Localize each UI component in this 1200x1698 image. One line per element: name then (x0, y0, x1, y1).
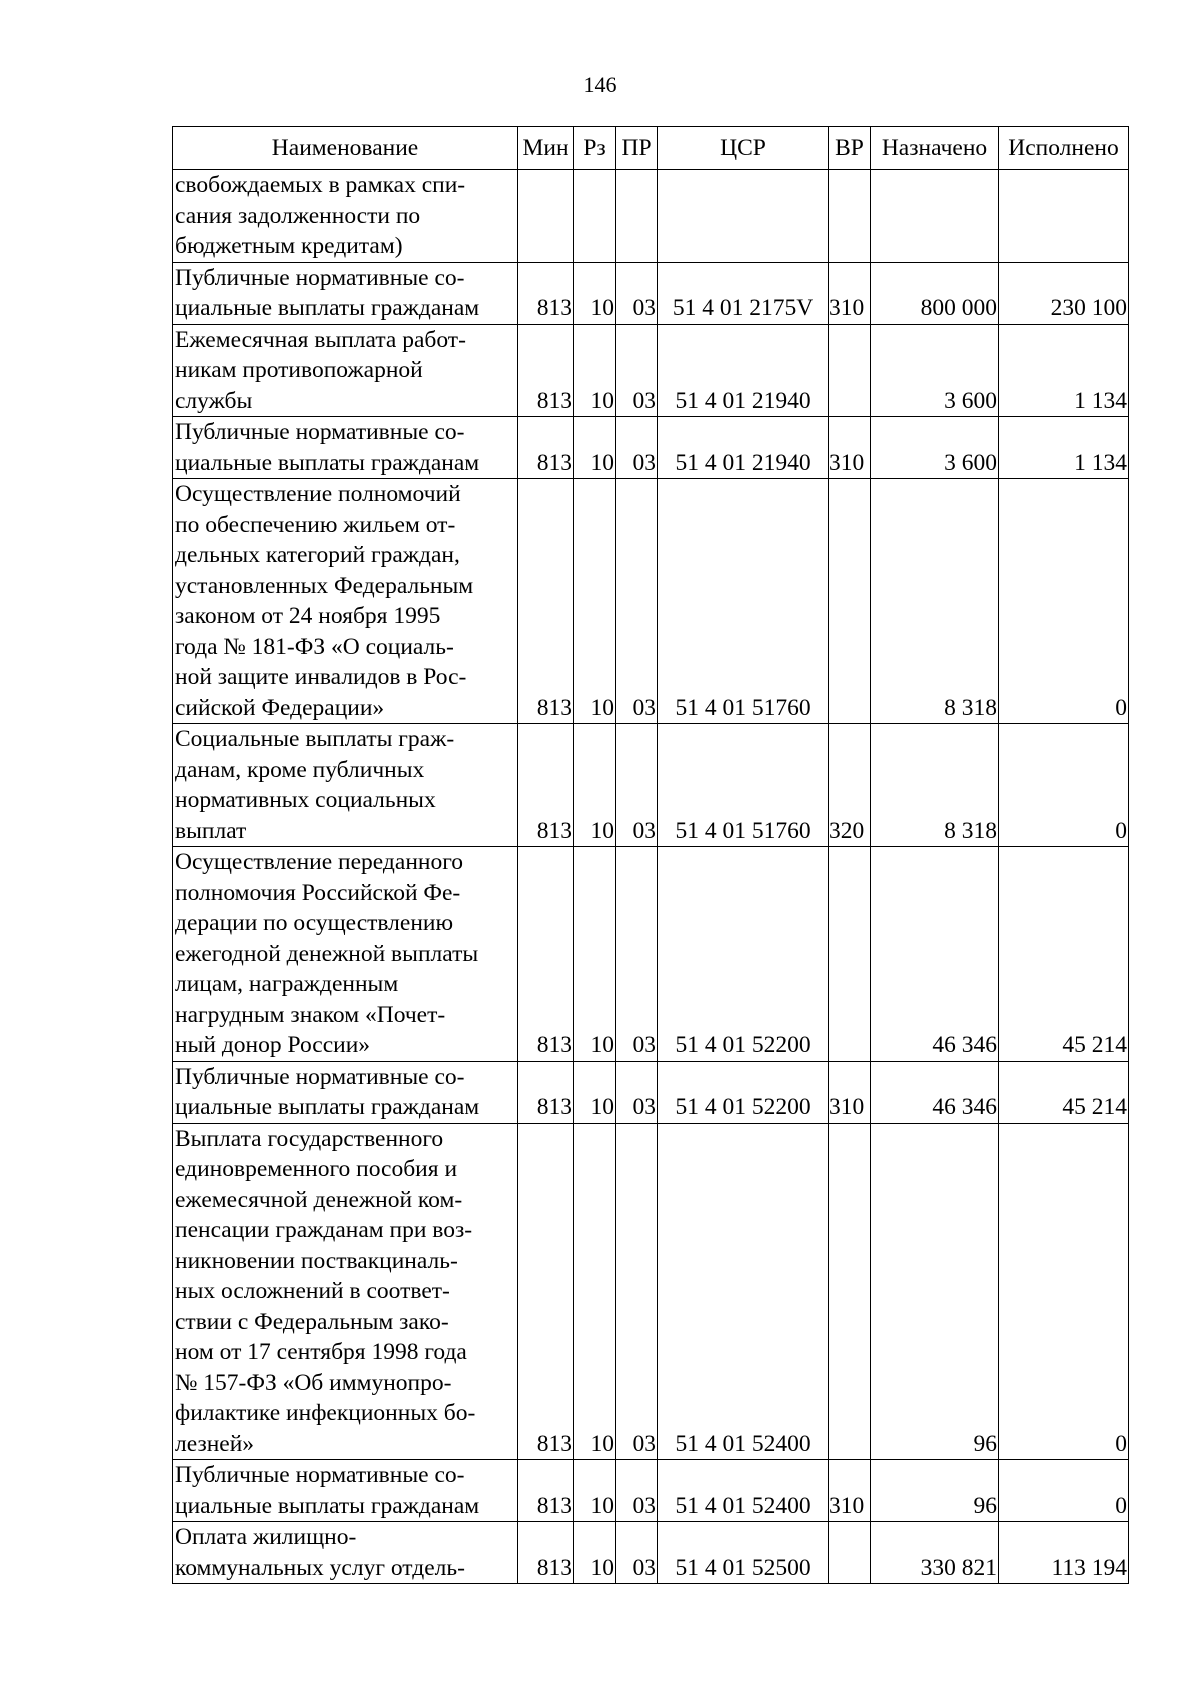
cell-min: 813 (518, 847, 574, 1062)
cell-assigned (871, 170, 999, 263)
cell-assigned: 8 318 (871, 479, 999, 724)
cell-csr: 51 4 01 52400 (658, 1460, 829, 1522)
cell-pr: 03 (616, 479, 658, 724)
cell-assigned: 330 821 (871, 1522, 999, 1584)
cell-executed: 45 214 (999, 847, 1129, 1062)
cell-vr: 320 (829, 724, 871, 847)
cell-assigned: 46 346 (871, 847, 999, 1062)
header-executed: Исполнено (999, 127, 1129, 170)
cell-pr: 03 (616, 1460, 658, 1522)
header-rz: Рз (574, 127, 616, 170)
table-row (173, 324, 1129, 417)
cell-vr: 310 (829, 1460, 871, 1522)
table-row (173, 1123, 1129, 1460)
cell-rz: 10 (574, 479, 616, 724)
cell-csr: 51 4 01 21940 (658, 324, 829, 417)
cell-pr: 03 (616, 1123, 658, 1460)
cell-executed: 1 134 (999, 417, 1129, 479)
header-csr: ЦСР (658, 127, 829, 170)
table-row (173, 1460, 1129, 1522)
table-body (173, 170, 1129, 1584)
cell-csr: 51 4 01 51760 (658, 479, 829, 724)
cell-pr: 03 (616, 417, 658, 479)
cell-name: Выплата государственного единовременного пособия и ежемесячной денежной ком- пенсации гражданам при воз- никновении поствакциналь- ных осложнений в соответ- ствии с Федеральным зако- ном от 17 сентября 1998 года № 157-ФЗ «Об иммунопро- филактике инфекционных бо- лезней» (173, 1123, 518, 1460)
cell-csr: 51 4 01 21940 (658, 417, 829, 479)
header-pr: ПР (616, 127, 658, 170)
header-name: Наименование (173, 127, 518, 170)
cell-min: 813 (518, 1061, 574, 1123)
cell-vr (829, 847, 871, 1062)
table-row (173, 847, 1129, 1062)
cell-csr: 51 4 01 52200 (658, 847, 829, 1062)
cell-rz: 10 (574, 847, 616, 1062)
cell-csr: 51 4 01 2175V (658, 262, 829, 324)
table-row (173, 1061, 1129, 1123)
cell-executed: 113 194 (999, 1522, 1129, 1584)
cell-rz: 10 (574, 417, 616, 479)
cell-rz: 10 (574, 1460, 616, 1522)
cell-pr: 03 (616, 324, 658, 417)
cell-pr: 03 (616, 1061, 658, 1123)
cell-csr: 51 4 01 52400 (658, 1123, 829, 1460)
cell-executed: 0 (999, 1123, 1129, 1460)
cell-min: 813 (518, 324, 574, 417)
cell-assigned: 96 (871, 1460, 999, 1522)
cell-vr (829, 479, 871, 724)
cell-rz: 10 (574, 1061, 616, 1123)
cell-rz: 10 (574, 324, 616, 417)
cell-vr (829, 1522, 871, 1584)
cell-rz: 10 (574, 724, 616, 847)
cell-min: 813 (518, 262, 574, 324)
table-row (173, 170, 1129, 263)
cell-executed: 230 100 (999, 262, 1129, 324)
page-number: 146 (583, 72, 617, 97)
cell-executed: 45 214 (999, 1061, 1129, 1123)
cell-executed: 1 134 (999, 324, 1129, 417)
header-assigned: Назначено (871, 127, 999, 170)
table-row (173, 417, 1129, 479)
budget-table (172, 126, 1129, 1584)
cell-assigned: 96 (871, 1123, 999, 1460)
cell-pr: 03 (616, 847, 658, 1062)
cell-vr: 310 (829, 1061, 871, 1123)
header-vr: ВР (829, 127, 871, 170)
cell-vr: 310 (829, 262, 871, 324)
cell-vr: 310 (829, 417, 871, 479)
cell-executed: 0 (999, 479, 1129, 724)
cell-rz: 10 (574, 1522, 616, 1584)
cell-csr: 51 4 01 52500 (658, 1522, 829, 1584)
cell-min: 813 (518, 417, 574, 479)
cell-name: Оплата жилищно- коммунальных услуг отдель- (173, 1522, 518, 1584)
cell-min: 813 (518, 724, 574, 847)
cell-min: 813 (518, 479, 574, 724)
cell-vr (829, 1123, 871, 1460)
cell-csr: 51 4 01 52200 (658, 1061, 829, 1123)
cell-min: 813 (518, 1522, 574, 1584)
cell-assigned: 3 600 (871, 324, 999, 417)
cell-vr (829, 324, 871, 417)
cell-min: 813 (518, 1460, 574, 1522)
cell-rz (574, 170, 616, 263)
cell-name: Ежемесячная выплата работ- никам противопожарной службы (173, 324, 518, 417)
cell-min (518, 170, 574, 263)
cell-min: 813 (518, 1123, 574, 1460)
cell-name: Осуществление переданного полномочия Российской Фе- дерации по осуществлению ежегодной денежной выплаты лицам, награжденным нагрудным знаком «Почет- ный донор России» (173, 847, 518, 1062)
table-row (173, 479, 1129, 724)
table-row (173, 262, 1129, 324)
cell-assigned: 3 600 (871, 417, 999, 479)
cell-pr: 03 (616, 1522, 658, 1584)
cell-executed: 0 (999, 724, 1129, 847)
cell-pr: 03 (616, 724, 658, 847)
cell-assigned: 800 000 (871, 262, 999, 324)
cell-csr: 51 4 01 51760 (658, 724, 829, 847)
cell-name: Публичные нормативные со- циальные выплаты гражданам (173, 1460, 518, 1522)
cell-vr (829, 170, 871, 263)
cell-rz: 10 (574, 262, 616, 324)
table-row (173, 724, 1129, 847)
cell-assigned: 8 318 (871, 724, 999, 847)
cell-name: Осуществление полномочий по обеспечению жильем от- дельных категорий граждан, установленных Федеральным законом от 24 ноября 1995 года № 181-ФЗ «О социаль- ной защите инвалидов в Рос- сийской Федерации» (173, 479, 518, 724)
cell-assigned: 46 346 (871, 1061, 999, 1123)
table-row (173, 1522, 1129, 1584)
cell-csr (658, 170, 829, 263)
cell-name: Публичные нормативные со- циальные выплаты гражданам (173, 1061, 518, 1123)
cell-executed: 0 (999, 1460, 1129, 1522)
cell-pr: 03 (616, 262, 658, 324)
cell-name: Социальные выплаты граж- данам, кроме публичных нормативных социальных выплат (173, 724, 518, 847)
table-header-row (173, 127, 1129, 170)
cell-pr (616, 170, 658, 263)
header-min: Мин (518, 127, 574, 170)
cell-name: свобождаемых в рамках спи- сания задолженности по бюджетным кредитам) (173, 170, 518, 263)
cell-name: Публичные нормативные со- циальные выплаты гражданам (173, 417, 518, 479)
cell-name: Публичные нормативные со- циальные выплаты гражданам (173, 262, 518, 324)
cell-executed (999, 170, 1129, 263)
cell-rz: 10 (574, 1123, 616, 1460)
